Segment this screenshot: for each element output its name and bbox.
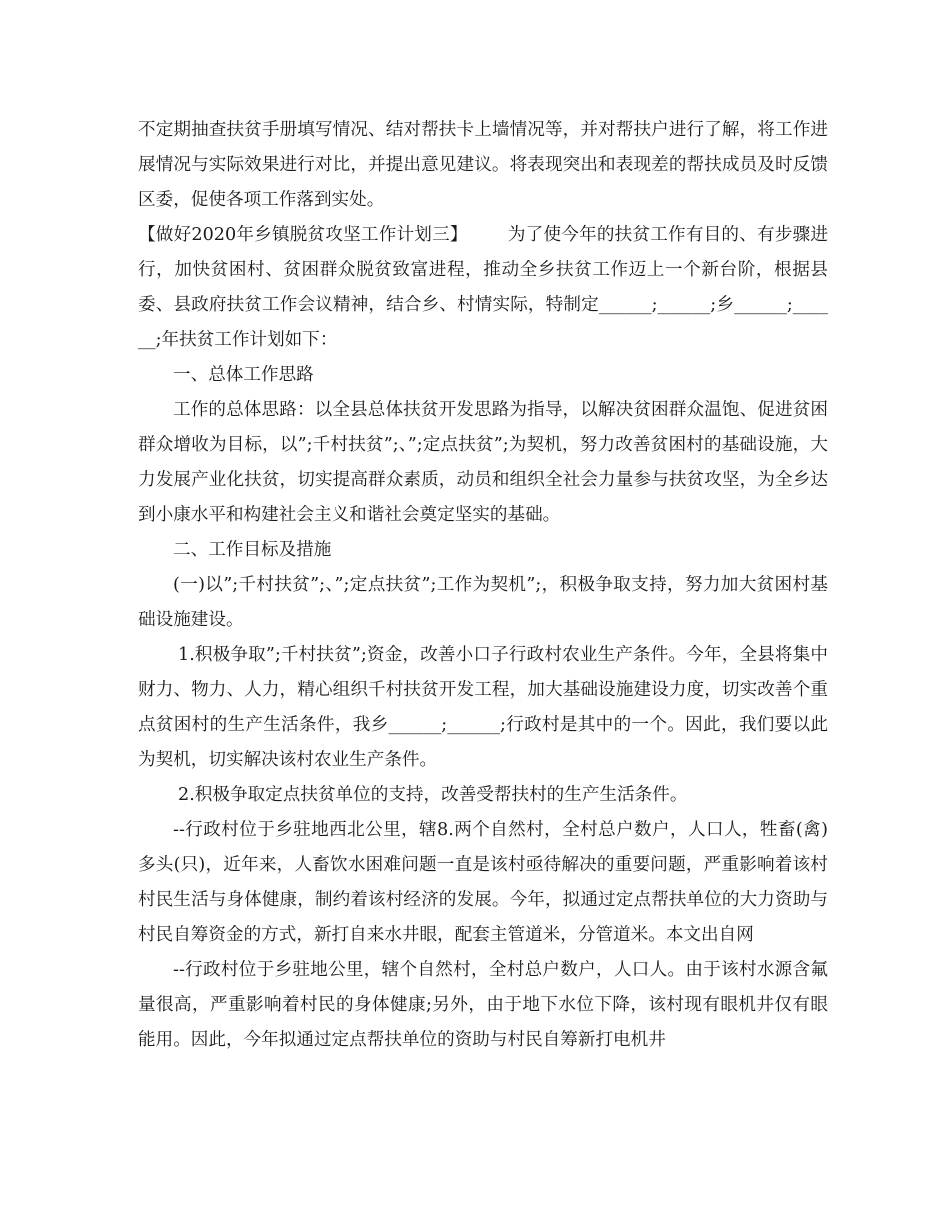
paragraph-item-one: 1.积极争取”;千村扶贫”;资金，改善小口子行政村农业生产条件。今年，全县将集中财力、物力、人力，精心组织千村扶贫开发工程，加大基础设施建设力度，切实改善个重点贫困村的生产生活条件，我乡______;______;行政村是其中的一个。因此，我们要以此为契机，切实解决该村农业生产条件。 [138, 645, 828, 770]
paragraph-intro: 不定期抽查扶贫手册填写情况、结对帮扶卡上墙情况等，并对帮扶户进行了解，将工作进展情况与实际效果进行对比，并提出意见建议。将表现突出和表现差的帮扶成员及时反馈区委，促使各项工作落到实处。 [138, 120, 828, 210]
document-body [138, 113, 828, 1058]
paragraph-measure-one: (一)以”;千村扶贫”;、”;定点扶贫”;工作为契机”;，积极争取支持，努力加大贫困村基础设施建设。 [138, 575, 828, 630]
heading-overall-approach: 一、总体工作思路 [173, 365, 314, 385]
paragraph-village-two: --行政村位于乡驻地公里，辖个自然村，全村总户数户，人口人。由于该村水源含氟量很高，严重影响着村民的身体健康;另外，由于地下水位下降，该村现有眼机井仅有眼能用。因此，今年拟通过定点帮扶单位的资助与村民自筹新打电机井 [138, 960, 828, 1050]
paragraph-overall-approach: 工作的总体思路：以全县总体扶贫开发思路为指导，以解决贫困群众温饱、促进贫困群众增收为目标，以”;千村扶贫”;、”;定点扶贫”;为契机，努力改善贫困村的基础设施，大力发展产业化扶贫，切实提高群众素质，动员和组织全社会力量参与扶贫攻坚，为全乡达到小康水平和构建社会主义和谐社会奠定坚实的基础。 [138, 400, 828, 525]
heading-goals-measures: 二、工作目标及措施 [173, 540, 332, 560]
section-title: 【做好2020年乡镇脱贫攻坚工作计划三】 [138, 225, 468, 245]
plan-intro-text: 为了使今年的扶贫工作有目的、有步骤进行，加快贫困村、贫困群众脱贫致富进程，推动全乡扶贫工作迈上一个新台阶，根据县委、县政府扶贫工作会议精神，结合乡、村情实际，特制定______;______;乡______;______;年扶贫工作计划如下： [138, 225, 828, 350]
paragraph-plan-three [138, 218, 828, 358]
paragraph-item-two: 2.积极争取定点扶贫单位的支持，改善受帮扶村的生产生活条件。 [178, 785, 688, 805]
paragraph-village-one: --行政村位于乡驻地西北公里，辖8.两个自然村，全村总户数户，人口人，牲畜(禽)多头(只)，近年来，人畜饮水困难问题一直是该村亟待解决的重要问题，严重影响着该村村民生活与身体健康，制约着该村经济的发展。今年，拟通过定点帮扶单位的大力资助与村民自筹资金的方式，新打自来水井眼，配套主管道米，分管道米。本文出自网 [138, 820, 828, 945]
